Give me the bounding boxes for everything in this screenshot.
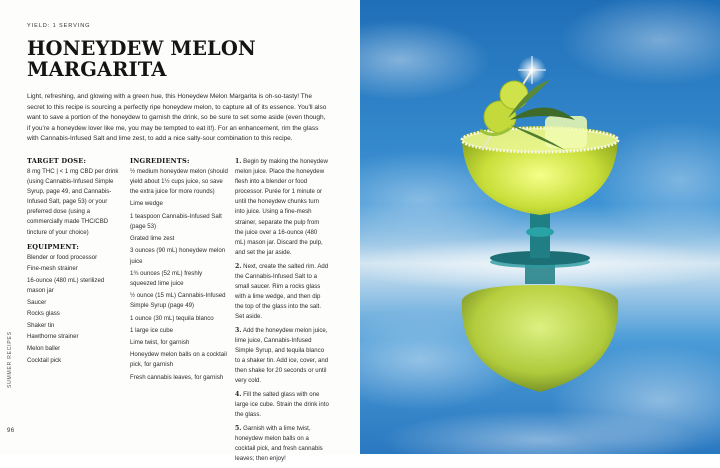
ingredient-item: 1 teaspoon Cannabis-Infused Salt (page 53) — [130, 212, 222, 230]
step-text: Next, create the salted rim. Add the Cannabis-Infused Salt to a small saucer. Rim a rocks glass with a lime wedge, and then dip the top of the glass into the salt. Set aside. — [235, 262, 329, 320]
recipe-title-line-1: HONEYDEW MELON — [27, 37, 256, 60]
ingredients-list — [130, 167, 228, 383]
equipment-list — [27, 253, 123, 366]
equipment-item: Shaker tin — [27, 321, 55, 329]
step-text: Begin by making the honeydew melon juice. Place the honeydew flesh into a blender or food processor. Purée for 1 minute or until the honeydew chunks turn into juice. Using a fine-mesh strainer, separate the pulp from the juice over a 16-ounce (480 mL) mason jar. Discard the pulp, and set the jar aside. — [235, 158, 328, 256]
ingredient-item: ½ medium honeydew melon (should yield about 1½ cups juice, so save the extra juice for more rounds) — [130, 168, 228, 196]
equipment-item: Hawthorne strainer — [27, 333, 79, 341]
method-step — [235, 157, 329, 258]
step-number: 5. — [235, 424, 242, 432]
ingredients-column — [130, 157, 228, 385]
ingredient-item: Lime wedge — [130, 200, 163, 208]
step-number: 3. — [235, 326, 242, 334]
recipe-page — [0, 0, 360, 462]
ingredients-heading: INGREDIENTS: — [130, 157, 190, 165]
margarita-illustration — [360, 0, 720, 454]
yield-label: YIELD: 1 SERVING — [27, 23, 91, 29]
step-number: 4. — [235, 390, 242, 398]
ingredient-item: 1¾ ounces (52 mL) freshly squeezed lime juice — [130, 269, 203, 287]
ingredient-item: Fresh cannabis leaves, for garnish — [130, 373, 224, 381]
step-number: 1. — [235, 158, 242, 165]
method-column — [235, 157, 329, 468]
equipment-item: Saucer — [27, 298, 47, 306]
ingredient-item: Lime twist, for garnish — [130, 339, 190, 347]
equipment-item: Rocks glass — [27, 310, 60, 318]
ingredient-item: 1 large ice cube — [130, 326, 174, 334]
step-text: Add the honeydew melon juice, lime juice, Cannabis-Infused Simple Syrup, and tequila blanco to a shaker tin. Add ice, cover, and then shake for 20 seconds or until very cold. — [235, 326, 329, 385]
ingredient-item: Grated lime zest — [130, 235, 175, 243]
intro-paragraph: Light, refreshing, and glowing with a green hue, this Honeydew Melon Margarita is oh-so-tasty! The secret to this recipe is sourcing a perfectly ripe honeydew melon, to capture all of its essence. You'll also want to save a portion of the honeydew to garnish the drink, so be sure to set some aside (even though, if you're a honeydew lover like me, you may be tempted to eat it!). For an enhancement, rim the glass with Cannabis-Infused Salt and lime zest, to add a nice salty-sour combination to this recipe. — [27, 93, 327, 143]
step-number: 2. — [235, 262, 242, 270]
equipment-item: 16-ounce (480 mL) sterilized mason jar — [27, 276, 105, 294]
ingredient-item: 1 ounce (30 mL) tequila blanco — [130, 314, 214, 322]
dose-equipment-column — [27, 157, 123, 367]
section-label: SUMMER RECIPES — [7, 331, 13, 388]
ingredient-item: ½ ounce (15 mL) Cannabis-Infused Simple Syrup (page 49) — [130, 292, 226, 310]
target-dose-text: 8 mg THC | < 1 mg CBD per drink (using Cannabis-Infused Simple Syrup, page 49, and Cannabis-Infused Salt, page 53) or your preferred dose (using a commercially made THC/CBD tincture of your choice) — [27, 168, 119, 236]
recipe-title-line-2: MARGARITA — [27, 58, 167, 81]
step-text: Fill the salted glass with one large ice cube. Strain the drink into the glass. — [235, 390, 329, 419]
equipment-heading: EQUIPMENT: — [27, 242, 80, 251]
ingredient-item: Honeydew melon balls on a cocktail pick, for garnish — [130, 351, 227, 369]
cocktail-photo — [360, 0, 720, 454]
method-step — [235, 262, 329, 323]
equipment-item: Melon baller — [27, 344, 61, 352]
equipment-item: Cocktail pick — [27, 356, 62, 364]
method-step — [235, 424, 329, 464]
equipment-item: Fine-mesh strainer — [27, 265, 78, 273]
page-number: 96 — [7, 428, 15, 434]
method-step — [235, 326, 329, 387]
ingredient-item: 3 ounces (90 mL) honeydew melon juice — [130, 247, 226, 265]
method-step — [235, 390, 329, 420]
equipment-item: Blender or food processor — [27, 253, 98, 261]
target-dose-heading: TARGET DOSE: — [27, 157, 87, 165]
recipe-title — [27, 38, 327, 80]
step-text: Garnish with a lime twist, honeydew melon balls on a cocktail pick, and fresh cannabis leaves; then enjoy! — [235, 424, 323, 462]
